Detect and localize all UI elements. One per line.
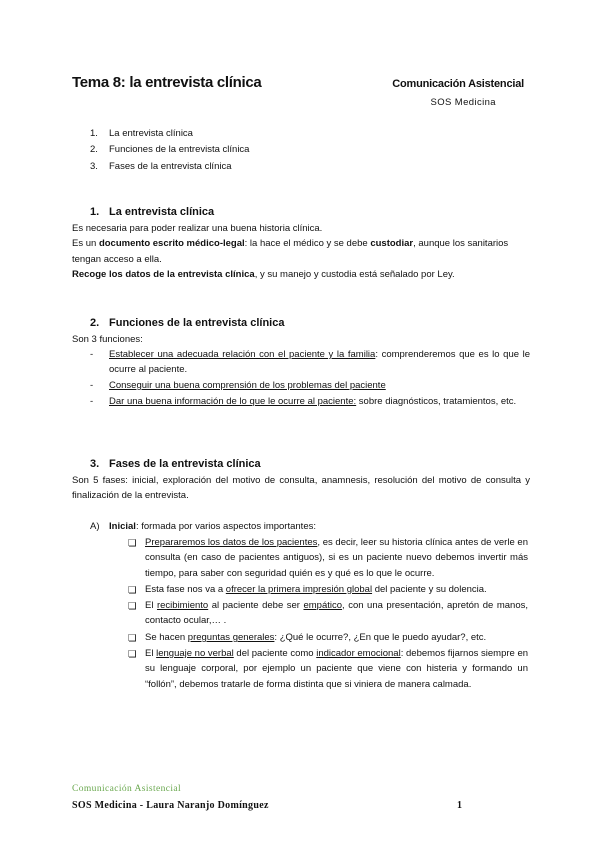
header-course: Comunicación Asistencial	[392, 78, 524, 90]
list-item: ❏ Prepararemos los datos de los pacientes, es decir, leer su historia clínica antes de verle en consulta (en caso de pacientes antiguos), si es un paciente nuevo debemos invertir más tiempo, para saber con seguridad quién es y qué es lo que le ocurre.	[128, 537, 528, 579]
toc-item: 2. Funciones de la entrevista clínica	[90, 144, 250, 156]
footer-course: Comunicación Asistencial	[72, 784, 182, 794]
list-item: - Dar una buena información de lo que le ocurre al paciente: sobre diagnósticos, tratamientos, etc.	[90, 394, 530, 409]
checkbox-bullet-icon: ❏	[128, 585, 137, 596]
section-1-paragraph: Es necesaria para poder realizar una buena historia clínica. Es un documento escrito médico-legal: la hace el médico y se debe custodiar, aunque los sanitarios tengan acceso a ella. Recoge los datos de la entrevista clínica, y su manejo y custodia está señalado por Ley.	[72, 223, 509, 280]
checkbox-bullet-icon: ❏	[128, 649, 137, 660]
dash-bullet: -	[90, 349, 94, 360]
checkbox-bullet-icon: ❏	[128, 538, 137, 549]
section-3-intro: Son 5 fases: inicial, exploración del motivo de consulta, anamnesis, resolución del motivo de consulta y finalización de la entrevista.	[72, 475, 530, 502]
dash-bullet: -	[90, 380, 94, 391]
page-number: 1	[457, 800, 462, 811]
section-heading-1: 1. La entrevista clínica	[90, 206, 215, 218]
list-item: ❏ El recibimiento al paciente debe ser empático, con una presentación, apretón de manos, contacto ocular,… .	[128, 600, 528, 627]
section-2-intro: Son 3 funciones:	[72, 334, 143, 345]
subsection-inicial: A) Inicial: formada por varios aspectos importantes:	[90, 521, 316, 532]
section-heading-2: 2. Funciones de la entrevista clínica	[90, 317, 285, 329]
toc-item: 1. La entrevista clínica	[90, 128, 193, 139]
dash-bullet: -	[90, 396, 94, 407]
checkbox-bullet-icon: ❏	[128, 633, 137, 644]
table-of-contents	[90, 126, 249, 175]
footer-author: SOS Medicina - Laura Naranjo Domínguez	[72, 800, 269, 811]
header-subtitle: SOS Medicina	[430, 97, 496, 108]
checkbox-bullet-icon: ❏	[128, 601, 137, 612]
toc-item: 3. Fases de la entrevista clínica	[90, 160, 232, 172]
list-item: ❏ Se hacen preguntas generales: ¿Qué le ocurre?, ¿En que le puedo ayudar?, etc.	[128, 630, 528, 645]
list-item: ❏ El lenguaje no verbal del paciente como indicador emocional: debemos fijarnos siempre en su lenguaje corporal, por ejemplo un paciente que viene con histeria y formando un “follón”, debemos tratarle de forma distinta que si viniera de manera calmada.	[128, 648, 529, 690]
list-item: - Conseguir una buena comprensión de los problemas del paciente	[90, 378, 530, 393]
section-heading-3: 3. Fases de la entrevista clínica	[90, 458, 261, 470]
list-item: ❏ Esta fase nos va a ofrecer la primera impresión global del paciente y su dolencia.	[128, 582, 528, 597]
page-title: Tema 8: la entrevista clínica	[72, 74, 262, 91]
list-item: - Establecer una adecuada relación con el paciente y la familia: comprenderemos que es lo que le ocurre al paciente.	[90, 349, 531, 376]
